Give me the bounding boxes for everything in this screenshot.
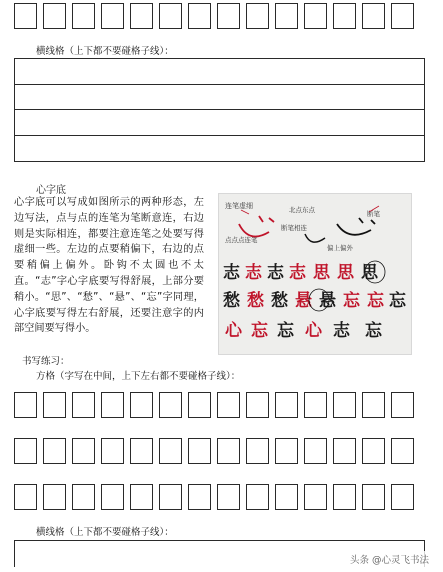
writing-line	[15, 85, 424, 111]
grid-cell	[217, 392, 240, 418]
grid-cell	[362, 3, 385, 29]
grid-cell	[159, 392, 182, 418]
grid-cell	[391, 438, 414, 464]
practice-char: 悬	[295, 291, 312, 311]
grid-cell	[159, 3, 182, 29]
grid-cell	[159, 484, 182, 510]
horizontal-grid-caption: 横线格（上下都不要碰格子线）：	[36, 46, 174, 57]
grid-cell	[217, 484, 240, 510]
grid-cell	[72, 484, 95, 510]
grid-cell	[275, 3, 298, 29]
practice-char: 愁	[247, 291, 264, 311]
square-grid-caption: 方格（字写在中间，上下左右都不要碰格子线）：	[36, 371, 241, 382]
grid-cell	[304, 392, 327, 418]
photo-annotation: 点点点连笔	[225, 236, 258, 244]
practice-char: 忘	[365, 321, 382, 341]
grid-cell	[14, 484, 37, 510]
practice-char: 思	[361, 263, 378, 283]
calligraphy-demo-drawing	[219, 194, 411, 354]
writing-line	[15, 136, 424, 162]
grid-cell	[217, 438, 240, 464]
grid-cell	[333, 438, 356, 464]
grid-cell	[333, 3, 356, 29]
practice-char: 愁	[271, 291, 288, 311]
practice-char: 思	[313, 263, 330, 283]
grid-cell	[275, 438, 298, 464]
grid-cell	[72, 392, 95, 418]
practice-char: 愁	[223, 291, 240, 311]
grid-cell	[304, 3, 327, 29]
grid-cell	[159, 438, 182, 464]
grid-cell	[14, 438, 37, 464]
practice-char: 忘	[343, 291, 360, 311]
practice-char: 忘	[251, 321, 268, 341]
grid-cell	[391, 392, 414, 418]
top-square-grid	[14, 3, 414, 29]
grid-cell	[14, 392, 37, 418]
grid-cell	[304, 484, 327, 510]
practice-char: 志	[267, 263, 284, 283]
photo-annotation: 北点东点	[289, 206, 315, 214]
practice-char: 忘	[389, 291, 406, 311]
grid-cell	[333, 484, 356, 510]
grid-cell	[304, 438, 327, 464]
grid-cell	[43, 438, 66, 464]
grid-cell	[72, 438, 95, 464]
horizontal-line-grid	[14, 58, 425, 162]
practice-char: 志	[289, 263, 306, 283]
grid-cell	[101, 438, 124, 464]
grid-cell	[188, 438, 211, 464]
grid-cell	[275, 392, 298, 418]
grid-cell	[217, 3, 240, 29]
writing-line	[15, 59, 424, 85]
practice-char: 心	[225, 321, 242, 341]
practice-char: 志	[223, 263, 240, 283]
grid-cell	[72, 3, 95, 29]
grid-cell	[362, 484, 385, 510]
grid-cell	[130, 392, 153, 418]
grid-cell	[391, 484, 414, 510]
grid-cell	[246, 438, 269, 464]
photo-annotation: 断笔相连	[281, 224, 307, 232]
practice-char: 忘	[367, 291, 384, 311]
grid-cell	[188, 392, 211, 418]
grid-cell	[43, 392, 66, 418]
lesson-title: 心字底	[36, 185, 66, 196]
watermark: 头条 @心灵飞书法	[346, 551, 433, 567]
grid-cell	[130, 484, 153, 510]
practice-char: 忘	[277, 321, 294, 341]
grid-cell	[43, 3, 66, 29]
practice-char: 志	[333, 321, 350, 341]
practice-char: 悬	[319, 291, 336, 311]
grid-cell	[333, 392, 356, 418]
square-grid-row-1	[14, 392, 414, 418]
grid-cell	[362, 392, 385, 418]
grid-cell	[130, 438, 153, 464]
practice-char: 思	[337, 263, 354, 283]
photo-annotation: 断笔	[367, 210, 380, 218]
grid-cell	[101, 484, 124, 510]
calligraphy-demo-photo	[218, 193, 412, 355]
grid-cell	[391, 3, 414, 29]
grid-cell	[130, 3, 153, 29]
grid-cell	[43, 484, 66, 510]
practice-char: 志	[245, 263, 262, 283]
grid-cell	[188, 3, 211, 29]
lesson-body: 心字底可以写成如图所示的两种形态，左边写法，点与点的连笔为笔断意连，右边则是实际相连，都要注意连笔之处要写得虚细一些。左边的点要稍偏下，右边的点要稍偏上偏外。卧钩不太圆也不太直。“志”字心字底要写得舒展，上部分要稍小。“思”、“愁”、“悬”、“忘”字同理，心字底要写得左右舒展，还要注意字的内部空间要写得小。	[14, 197, 204, 335]
practice-char: 心	[305, 321, 322, 341]
grid-cell	[246, 3, 269, 29]
grid-cell	[275, 484, 298, 510]
grid-cell	[101, 392, 124, 418]
grid-cell	[101, 3, 124, 29]
grid-cell	[362, 438, 385, 464]
writing-line	[15, 110, 424, 136]
square-grid-row-3	[14, 484, 414, 510]
square-grid-row-2	[14, 438, 414, 464]
grid-cell	[246, 392, 269, 418]
grid-cell	[14, 3, 37, 29]
practice-heading: 书写练习：	[22, 356, 70, 367]
photo-annotation: 偏上偏外	[327, 244, 353, 252]
photo-annotation: 连笔虚细	[225, 202, 253, 210]
horizontal-grid-caption-2: 横线格（上下都不要碰格子线）：	[36, 527, 174, 538]
grid-cell	[246, 484, 269, 510]
grid-cell	[188, 484, 211, 510]
